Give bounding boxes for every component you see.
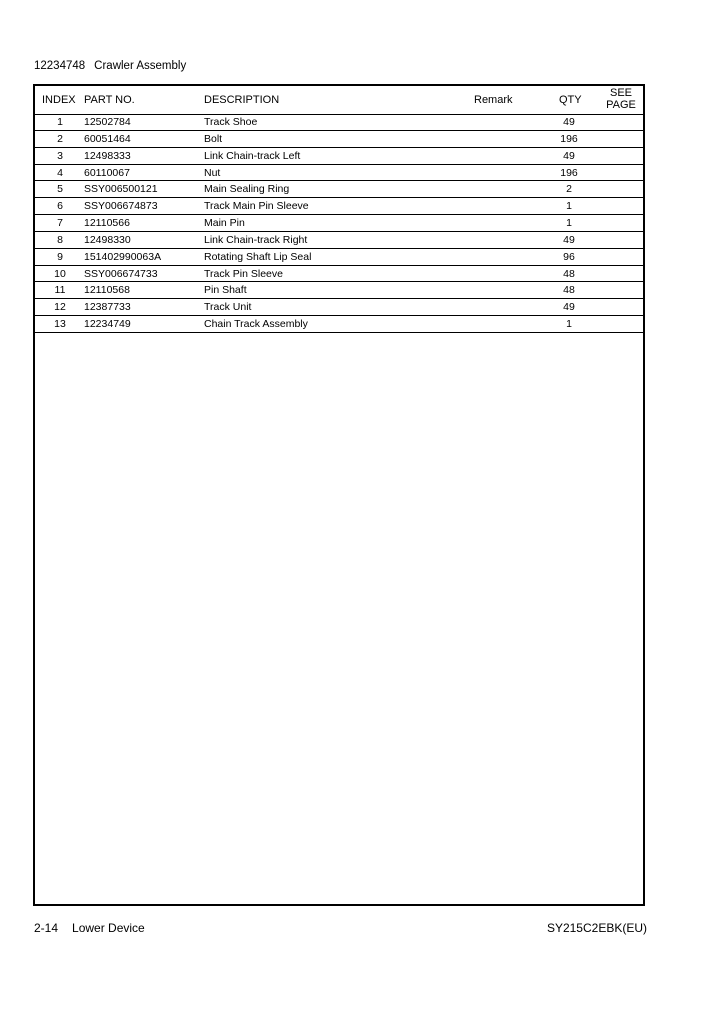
cell-qty: 2: [566, 183, 572, 196]
cell-qty: 96: [563, 250, 575, 263]
cell-qty: 196: [560, 132, 578, 145]
cell-part-no: SSY006500121: [84, 183, 158, 196]
cell-index: 1: [57, 116, 63, 128]
cell-index: 2: [57, 132, 63, 145]
cell-description: Main Sealing Ring: [204, 183, 290, 196]
cell-index: 5: [57, 183, 63, 196]
cell-qty: 49: [563, 301, 575, 314]
cell-part-no: SSY006674733: [84, 267, 158, 280]
assembly-name: Crawler Assembly: [94, 60, 187, 72]
cell-index: 8: [57, 233, 63, 246]
cell-index: 7: [57, 217, 63, 230]
cell-description: Link Chain-track Left: [204, 149, 301, 162]
column-header-see-page: [603, 87, 639, 111]
table-row: [35, 198, 643, 215]
page-number: 2-14: [34, 921, 59, 935]
cell-description: Track Unit: [204, 301, 252, 314]
table-row: [35, 114, 643, 131]
see-label: SEE: [609, 87, 632, 99]
cell-qty: 48: [563, 284, 575, 297]
cell-qty: 49: [563, 233, 575, 246]
table-row: [35, 266, 643, 283]
cell-description: Nut: [204, 166, 221, 179]
column-header-description: DESCRIPTION: [204, 94, 280, 106]
cell-description: Chain Track Assembly: [204, 318, 308, 331]
table-row: [35, 232, 643, 249]
cell-index: 10: [54, 267, 66, 280]
footer-left: [34, 921, 145, 935]
cell-index: 12: [54, 301, 66, 314]
cell-index: 6: [57, 200, 63, 213]
cell-qty: 49: [563, 149, 575, 162]
column-header-part-no: PART NO.: [84, 94, 135, 106]
assembly-number: 12234748: [34, 60, 86, 72]
model-code: SY215C2EBK(EU): [546, 921, 647, 935]
table-row: [35, 148, 643, 165]
cell-part-no: 12502784: [84, 116, 131, 128]
cell-qty: 48: [563, 267, 575, 280]
cell-part-no: 60110067: [84, 166, 130, 179]
table-row: [35, 299, 643, 316]
table-row: [35, 316, 643, 333]
column-header-remark: Remark: [474, 94, 513, 106]
cell-part-no: 12110568: [84, 284, 130, 297]
section-name: Lower Device: [72, 921, 145, 935]
cell-part-no: 12234749: [84, 318, 131, 331]
table-row: [35, 215, 643, 232]
cell-qty: 1: [566, 217, 572, 230]
parts-table-frame: [33, 84, 645, 906]
cell-description: Pin Shaft: [204, 284, 247, 297]
cell-description: Rotating Shaft Lip Seal: [204, 250, 312, 263]
table-row: [35, 282, 643, 299]
table-row: [35, 131, 643, 148]
cell-part-no: 151402990063A: [84, 250, 162, 263]
cell-index: 4: [57, 166, 63, 179]
table-row: [35, 181, 643, 198]
cell-part-no: 12110566: [84, 217, 130, 230]
cell-description: Track Shoe: [204, 116, 258, 128]
cell-description: Bolt: [204, 132, 223, 145]
cell-description: Track Pin Sleeve: [204, 267, 283, 280]
cell-part-no: 12387733: [84, 301, 131, 314]
cell-index: 11: [54, 284, 66, 297]
cell-part-no: SSY006674873: [84, 200, 158, 213]
cell-index: 3: [57, 149, 63, 162]
table-row: [35, 249, 643, 266]
table-header: [35, 86, 643, 115]
cell-part-no: 12498333: [84, 149, 131, 162]
column-header-qty: QTY: [559, 94, 582, 106]
cell-qty: 49: [563, 116, 575, 128]
cell-part-no: 60051464: [84, 132, 131, 145]
table-row: [35, 165, 643, 182]
cell-description: Track Main Pin Sleeve: [204, 200, 309, 213]
column-header-index: INDEX: [42, 94, 76, 106]
cell-index: 9: [57, 250, 63, 263]
table-body: [35, 114, 643, 333]
cell-part-no: 12498330: [84, 233, 131, 246]
cell-description: Link Chain-track Right: [204, 233, 308, 246]
cell-index: 13: [54, 318, 66, 331]
document-title: [34, 60, 186, 72]
cell-qty: 1: [566, 200, 572, 213]
cell-description: Main Pin: [204, 217, 245, 230]
cell-qty: 1: [566, 318, 572, 331]
cell-qty: 196: [560, 166, 578, 179]
page-label: PAGE: [606, 99, 636, 111]
